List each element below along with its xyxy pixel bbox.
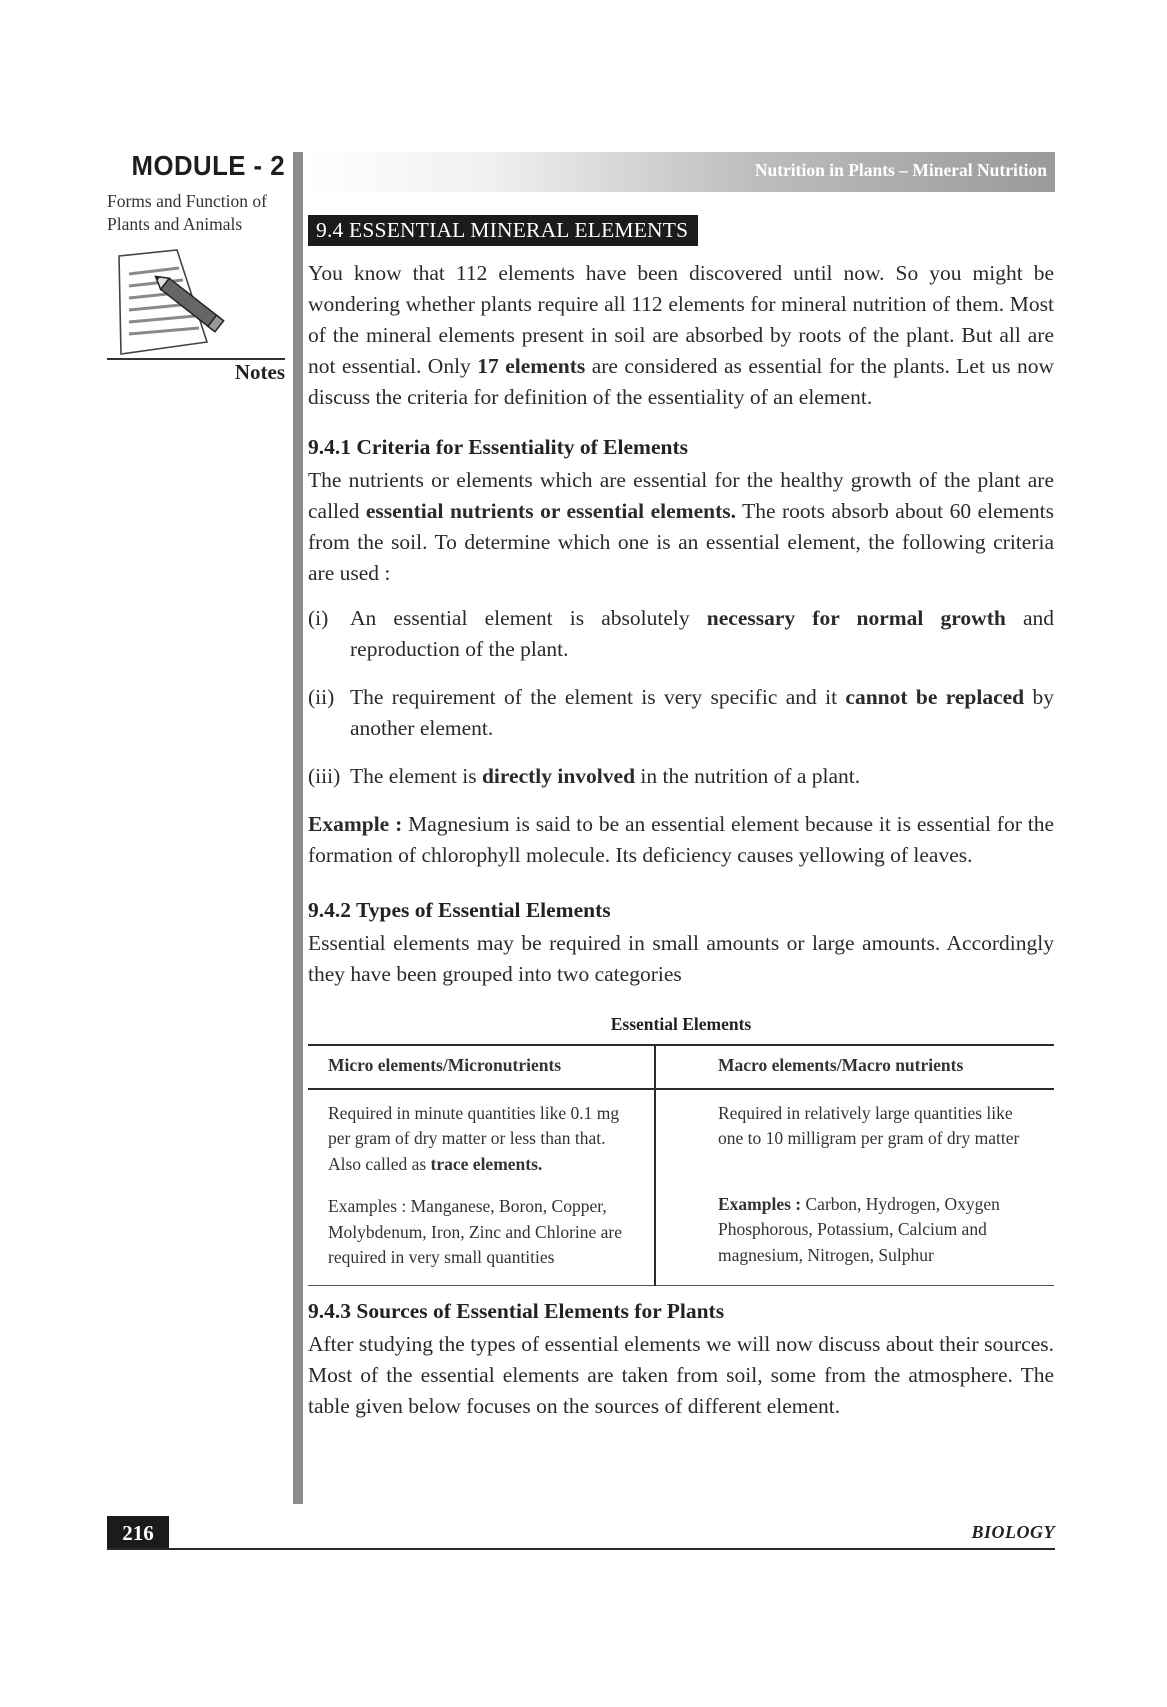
margin-bar	[293, 152, 303, 1504]
example-paragraph	[308, 809, 1054, 871]
example-label: Example :	[308, 812, 403, 836]
paragraph-942: Essential elements may be required in small amounts or large amounts. Accordingly they have been grouped into two categories	[308, 931, 1054, 986]
micro-desc-bold: trace elements.	[430, 1153, 543, 1174]
macro-examples-label: Examples :	[718, 1193, 802, 1214]
intro-text-b: are considered as essential for the plants. Let us now discuss the criteria for definition of the essentiality of an element.	[308, 354, 1054, 409]
crit-bold: directly involved	[481, 764, 636, 788]
paragraph-941	[308, 465, 1054, 589]
list-item	[308, 682, 1054, 744]
intro-text-a: You know that 112 elements have been discovered until now. So you might be wondering whether plants require all 112 elements for mineral nutrition of them. Most of the mineral elements present in soil are absorbed by roots of the plant. But all are not essential. Only	[308, 261, 1054, 378]
micro-examples: Examples : Manganese, Boron, Copper, Molybdenum, Iron, Zinc and Chlorine are required in very small quantities	[328, 1196, 623, 1267]
intro-bold: 17 elements	[477, 354, 586, 378]
list-item	[308, 603, 1054, 665]
section-title: 9.4 ESSENTIAL MINERAL ELEMENTS	[308, 215, 698, 246]
notes-label: Notes	[234, 360, 285, 384]
micro-cell	[308, 1089, 655, 1286]
list-text	[350, 761, 1054, 792]
table-caption: Essential Elements	[610, 1014, 752, 1034]
crit-bold: cannot be replaced	[845, 685, 1025, 709]
footer-subject: BIOLOGY	[971, 1522, 1055, 1542]
module-subtitle-line1: Forms and Function of	[107, 191, 267, 211]
p941-text-a: The nutrients or elements which are essential for the healthy growth of the plant are called	[308, 468, 1054, 523]
heading-942: 9.4.2 Types of Essential Elements	[308, 898, 611, 922]
macro-description: Required in relatively large quantities like one to 10 milligram per gram of dry matter	[718, 1102, 1020, 1148]
module-subtitle-line2: Plants and Animals	[107, 214, 243, 234]
main-content	[308, 215, 1054, 1422]
list-number: (ii)	[308, 685, 335, 709]
page-number: 216	[107, 1516, 169, 1550]
paragraph-943: After studying the types of essential elements we will now discuss about their sources. Most of the essential elements are taken from soil, some from the atmosphere. The table given below focuses on the sources of different element.	[308, 1331, 1054, 1418]
running-title: Nutrition in Plants – Mineral Nutrition	[754, 160, 1047, 180]
p941-bold: essential nutrients or essential elements.	[365, 499, 736, 523]
module-subtitle	[107, 190, 292, 236]
essential-elements-table	[308, 1044, 1054, 1286]
intro-paragraph	[308, 258, 1054, 413]
criteria-list	[308, 603, 1054, 792]
crit-text-b: in the nutrition of a plant.	[635, 764, 861, 788]
crit-text-b: by another element.	[350, 685, 1055, 740]
micro-desc-text: Required in minute quantities like 0.1 mg per gram of dry matter or less than that. Also called as	[328, 1102, 620, 1174]
macro-examples	[718, 1192, 1034, 1269]
micro-description	[328, 1101, 634, 1178]
notepad-pencil-icon	[107, 246, 285, 366]
footer-rule	[107, 1548, 1055, 1550]
running-header	[303, 152, 1055, 192]
module-title: MODULE - 2	[131, 150, 285, 181]
list-text	[350, 603, 1054, 665]
table-row	[308, 1089, 1054, 1286]
heading-943: 9.4.3 Sources of Essential Elements for Plants	[308, 1298, 725, 1323]
crit-text-a: The element is	[350, 764, 482, 788]
macro-examples-text: Carbon, Hydrogen, Oxygen Phosphorous, Potassium, Calcium and magnesium, Nitrogen, Sulphur	[718, 1193, 1000, 1265]
crit-text-a: An essential element is absolutely	[350, 606, 707, 630]
crit-text-a: The requirement of the element is very specific and it	[350, 685, 846, 709]
list-item	[308, 761, 1054, 792]
heading-941: 9.4.1 Criteria for Essentiality of Elements	[308, 435, 688, 459]
crit-bold: necessary for normal growth	[706, 606, 1006, 630]
list-number: (iii)	[308, 764, 341, 788]
column-header-micro: Micro elements/Micronutrients	[308, 1045, 655, 1089]
table-header-row	[308, 1045, 1054, 1089]
crit-text-b: and reproduction of the plant.	[350, 606, 1054, 661]
list-text	[350, 682, 1054, 744]
list-number: (i)	[308, 606, 329, 630]
example-text: Magnesium is said to be an essential element because it is essential for the formation of chlorophyll molecule. Its deficiency causes yellowing of leaves.	[308, 812, 1054, 867]
column-header-macro: Macro elements/Macro nutrients	[655, 1045, 1054, 1089]
macro-cell	[655, 1089, 1054, 1286]
p941-text-b: The roots absorb about 60 elements from the soil. To determine which one is an essential element, the following criteria are used :	[308, 499, 1054, 585]
